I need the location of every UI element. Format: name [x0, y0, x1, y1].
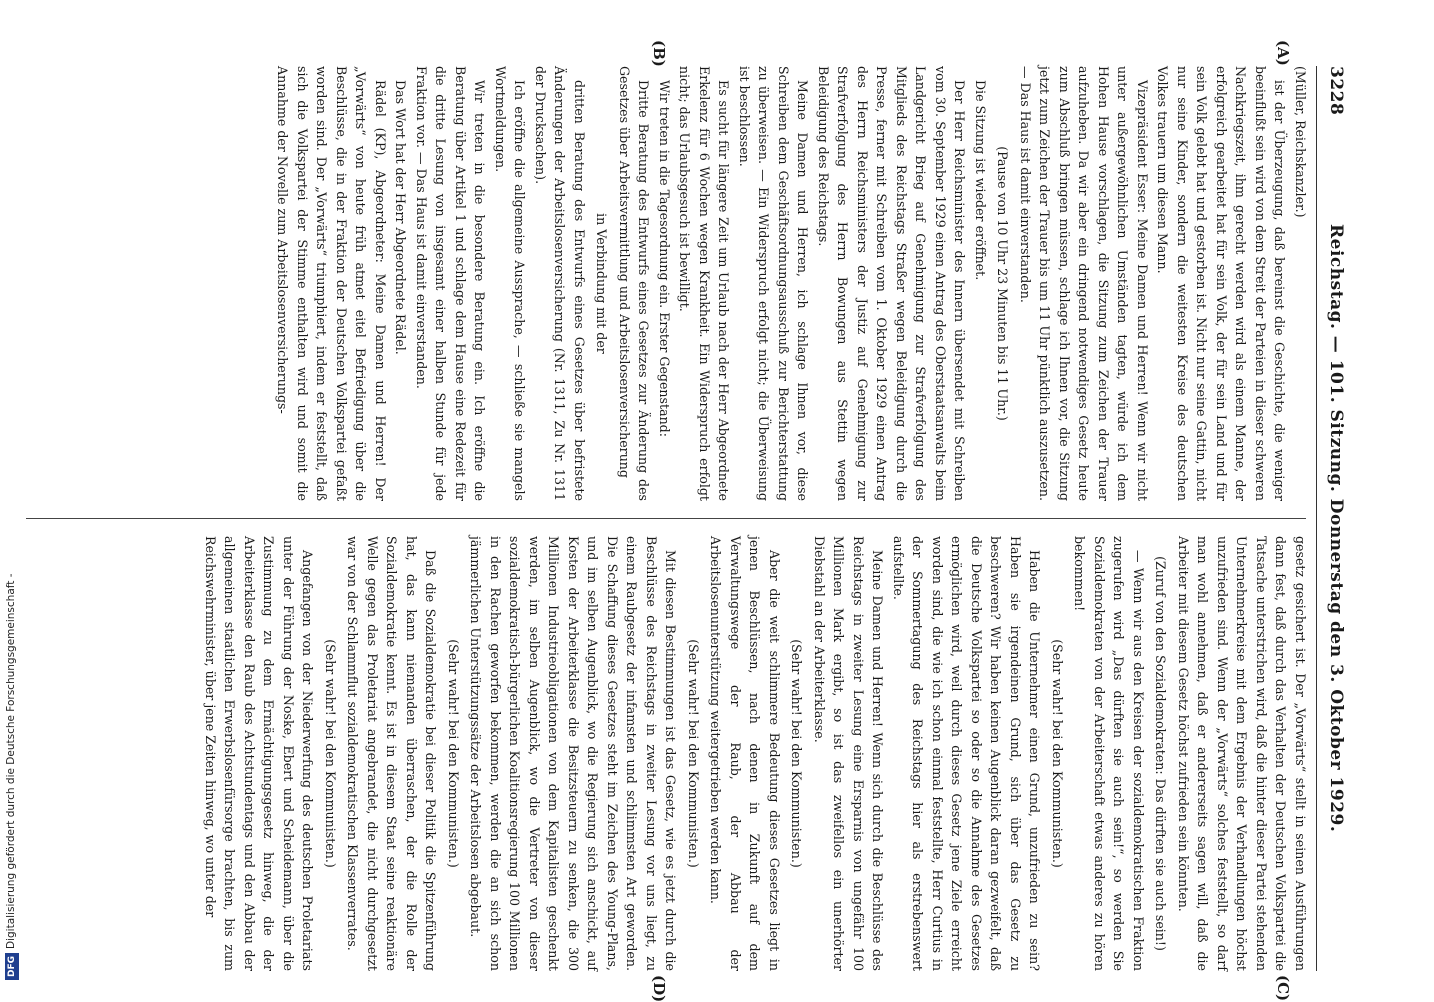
interjection: (Zuruf von den Sozialdemokraten: Das dürften sie auch sein!)	[1153, 556, 1169, 951]
paragraph: Wir treten in die Tagesordnung ein. Erster Gegenstand:	[657, 80, 672, 437]
page-number: 3228	[1326, 66, 1346, 116]
column-divider	[26, 518, 1306, 519]
footer	[0, 0, 18, 1000]
paragraph: Der Herr Reichsminister des Innern übersendet mit Schreiben vom 30. September 1929 einen Antrag des Oberstaatsanwalts beim Landgericht Brieg auf Genehmigung zur Strafverfolgung des Mitglieds des Reichstags Straßer wegen Beleidigung durch die Presse, ferner mit Schreiben vom 1. Oktober 1929 einen Antrag des Herrn Reichsministers der Justiz auf Genehmigung zur Strafverfolgung des Herrn Bowungen aus Stettin wegen Beleidigung des Reichstags.	[816, 66, 968, 501]
interjection: (Sehr wahr! bei den Kommunisten.)	[446, 639, 461, 868]
paragraph: Rädel (KP), Abgeordneter: Meine Damen und Herren! Der „Vorwärts“ von heute früh atmet eitel Befriedigung über die Beschlüsse, die in der Fraktion der Deutschen Volkspartei gefaßt worden sind. Der „Vorwärts“ triumphiert, indem er feststellt, daß sich die Volkspartei der Stimme enthalten wird und somit die Annahme der Novelle zum Arbeitslosenversicherungs-	[275, 66, 388, 501]
margin-letter-c: (C)	[1274, 975, 1292, 1002]
paragraph: Es sucht für längere Zeit um Urlaub nach der Herr Abgeordnete Erkelenz für 6 Wochen wegen Krankheit. Ein Widerspruch erfolgt nicht; das Urlaubsgesuch ist bewilligt.	[677, 66, 732, 501]
paragraph: Dritte Beratung des Entwurfs eines Gesetzes zur Änderung des Gesetzes über Arbeitsvermittlung und Arbeitslosenversicherung	[617, 66, 652, 501]
paragraph: Das Wort hat der Herr Abgeordnete Rädel.	[393, 80, 409, 355]
paragraph: Mit diesen Bestimmungen ist das Gesetz, wie es jetzt durch die Beschlüsse des Reichstags in zweiter Lesung vor uns liegt, zu einem Raubgesetz der infamsten und schlimmsten Art geworden. Die Schaffung dieses Gesetzes steht im Zeichen des Young-Plans, und im selben Augenblick, wo die Regierung sich anschickt, auf Kosten der Arbeiterklasse die Besitzsteuern zu senken, die 300 Millionen Industrieobligationen von dem Kapitalisten geschenkt werden, im selben Augenblick, wo die Vertreter von dieser sozialdemokratisch-bürgerlichen Koalitionsregierung 100 Millionen in den Rachen geworfen bekommen, werden die an sich schon jämmerlichen Unterstützungssätze der Arbeitslosen abgebaut.	[468, 536, 679, 971]
page-title: Reichstag. — 101. Sitzung. Donnerstag den 3. Oktober 1929.	[1326, 224, 1346, 833]
paragraph: — Wenn wir aus den Kreisen der sozialdemokratischen Fraktion zugerufen wird „Das dürften sie auch sein!“, so werden Sie Sozialdemokraten von der Arbeiterschaft etwas anderes zu hören bekommen!	[1072, 536, 1146, 971]
page-header	[1322, 66, 1350, 971]
footer-text: Digitalisierung gefördert durch die Deutsche Forschungsgemeinschaft -	[5, 573, 17, 949]
paragraph: Daß die Sozialdemokratie bei dieser Politik die Spitzenführung hat, das kann niemanden überraschen, der die Rolle der Sozialdemokratie kennt. Es ist in diesem Staat seine reaktionäre Welle gegen das Proletariat angebrandet, die nicht durchgesetzt war von der Schlammflut sozialdemokratischen Klassenverrates.	[345, 536, 439, 971]
interjection: in Verbindung mit der	[594, 213, 610, 354]
interjection: (Sehr wahr! bei den Kommunisten.)	[1050, 639, 1065, 868]
right-column	[200, 536, 1311, 971]
paragraph: Aber die weit schlimmere Bedeutung dieses Gesetzes liegt in jenen Beschlüssen, nach denen in Zukunft auf dem Verwaltungswege der Raub, der Abbau der Arbeitslosenunterstützung weitergetrieben werden kann.	[708, 536, 782, 971]
interjection: (Sehr wahr! bei den Kommunisten.)	[323, 639, 338, 868]
interjection: (Sehr wahr! bei den Kommunisten.)	[686, 639, 701, 868]
paragraph: Ich eröffne die allgemeine Aussprache, — schließe sie mangels Wortmeldungen.	[493, 66, 528, 501]
interjection: (Sehr wahr! bei den Kommunisten.)	[789, 639, 805, 868]
header-rule	[1316, 66, 1317, 971]
paragraph: Vizepräsident Esser: Meine Damen und Herren! Wenn wir nicht unter außergewöhnlichen Umständen tagten, würde ich dem Hohen Hause vorschlagen, die Sitzung zum Zeichen der Trauer aufzuheben. Da wir aber ein dringend notwendiges Gesetz heute zum Abschluß bringen müssen, schlage ich Ihnen vor, die Sitzung jetzt zum Zeichen der Trauer bis um 11 Uhr pünktlich auszusetzen. — Das Haus ist damit einverstanden.	[1018, 66, 1150, 501]
paragraph: gesetz gesichert ist. Der „Vorwärts“ stellt in seinen Ausführungen dann fest, daß durch das Verhalten der Deutschen Volkspartei die Tatsache unterstrichen wird, daß die hinter dieser Partei stehenden Unternehmerkreise mit dem Ergebnis der Verhandlungen höchst unzufrieden sind. Wenn der „Vorwärts“ solches feststellt, so darf man wohl annehmen, daß er andererseits sagen will, daß die Arbeiter mit diesem Gesetz höchst zufrieden sein könnten.	[1176, 536, 1308, 971]
left-column	[272, 66, 1310, 501]
paragraph: ist der Überzeugung, daß bereinst die Geschichte, die weniger beeinflußt sein wird von dem Streit der Parteien in dieser schweren Nachkriegszeit, ihm gerecht werden wird als einem Manne, der erfolgreich gearbeitet hat für sein Volk, der für sein Land und für sein Volk gelebt hat und gestorben ist. Nicht nur seine Gattin, nicht nur seine Kinder, sondern die weitesten Kreise des deutschen Volkes trauern um diesen Mann.	[1155, 66, 1288, 501]
margin-letter-a: (A)	[1274, 40, 1292, 66]
interjection: (Pause von 10 Uhr 23 Minuten bis 11 Uhr.)	[995, 146, 1011, 421]
margin-letter-d: (D)	[650, 975, 668, 1002]
rotated-page	[10, 0, 1350, 1000]
paragraph: Wir treten in die besondere Beratung ein. Ich eröffne die Beratung über Artikel 1 und schlage dem Hause eine Redezeit für die dritte Lesung von insgesamt einer halben Stunde für jede Fraktion vor. — Das Haus ist damit einverstanden.	[414, 66, 488, 501]
dfg-logo: DFG	[5, 953, 19, 980]
paragraph: Meine Damen und Herren! Wenn sich durch die Beschlüsse des Reichstags in zweiter Lesung eine Ersparnis von ungefähr 100 Millionen Mark ergibt, so ist das zweifellos ein unerhörter Diebstahl an der Arbeiterklasse.	[812, 536, 886, 971]
footer-credit	[2, 0, 20, 990]
paragraph: Haben die Unternehmer einen Grund, unzufrieden zu sein? Haben sie irgendeinen Grund, sich über das Gesetz zu beschweren? Wir haben keinen Augenblick daran gezweifelt, daß die Deutsche Volkspartei so oder so die Annahme des Gesetzes ermöglichen wird, weil durch dieses Gesetz jene Ziele erreicht worden sind, die wie ich schon einmal feststellte, Herr Curtius in der Sommertagung des Reichstags hier als erstrebenswert aufstellte.	[891, 536, 1043, 971]
paragraph: Angefangen von der Niederwerfung des deutschen Proletariats unter der Führung der Noske, Ebert und Scheidemann, über die Zustimmung zu dem Ermächtigungsgesetz hinweg, die der Arbeiterklasse den Raub des Achtstundentags und den Abbau der allgemeinen staatlichen Erwerbslosenfürsorge brachten, bis zum Reichswehrminister, über jene Zeiten hinweg, wo unter der	[203, 536, 316, 971]
paragraph: Meine Damen und Herren, ich schlage Ihnen vor, diese Schreiben dem Geschäftsordnungsausschuß zur Berichterstattung zu überweisen. — Ein Widerspruch erfolgt nicht; die Überweisung ist beschlossen.	[737, 66, 811, 501]
paragraph: dritten Beratung des Entwurfs eines Gesetzes über befristete Änderungen der Arbeitslosenversicherung (Nr. 1311, Zu Nr. 1311 der Drucksachen).	[533, 66, 587, 501]
margin-letter-b: (B)	[650, 40, 668, 67]
paragraph: (Müller, Reichskanzler.)	[1293, 66, 1308, 218]
paragraph: Die Sitzung ist wieder eröffnet.	[973, 80, 988, 281]
